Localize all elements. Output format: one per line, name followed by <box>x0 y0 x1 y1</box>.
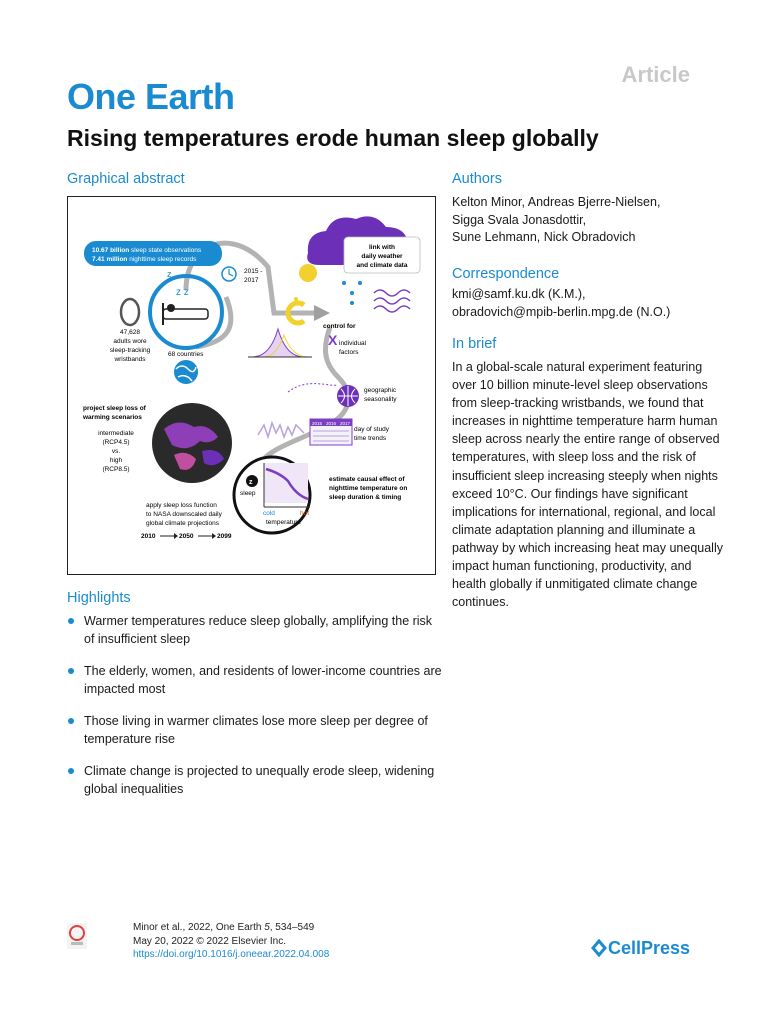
sleeper-head-icon <box>167 304 175 312</box>
graphical-abstract-figure <box>67 196 436 575</box>
wind-icon <box>374 290 410 312</box>
apply-line-1: apply sleep loss function <box>146 502 217 509</box>
sleep-z-glyph: z <box>249 479 253 486</box>
correspondence-email[interactable]: obradovich@mpib-berlin.mpg.de (N.O.) <box>452 304 671 319</box>
sleep-zz-icon: z z <box>176 287 189 298</box>
day-line-1: day of study <box>354 426 390 433</box>
adults-line-4: wristbands <box>114 356 146 363</box>
high-scenario: (RCP8.5) <box>102 466 130 473</box>
estimate-line-2: nighttime temperature on <box>329 485 408 492</box>
bullet-icon <box>68 768 74 774</box>
timeline-2099: 2099 <box>217 533 232 540</box>
geo-globe-grid-icon <box>338 386 358 406</box>
project-line-2: warming scenarios <box>83 414 142 421</box>
apply-line-3: global climate projections <box>146 520 219 527</box>
highlight-text: Warmer temperatures reduce sleep globally, amplifying the risk of insufficient sleep <box>84 614 433 646</box>
raindrop-icon <box>350 301 354 305</box>
timeline-2010: 2010 <box>141 533 156 540</box>
project-line-1: project sleep loss of <box>83 405 146 412</box>
calendar-year-2017: 2017 <box>339 421 351 426</box>
in-brief-text: In a global-scale natural experiment featuring over 10 billion minute-level sleep observations from sleep-tracking wristbands, we found that increases in nighttime temperature harm human sleep across nearly the entire range of observed temperatures, with sleep loss and the risk of insufficient sleep increasing steeply when nights exceed 10°C. Our findings have significant implications for international, regional, and local climate adaptation planning and illuminate a pathway by which increasing heat may unequally impact human functioning, productivity, and health globally if unmitigated climate change continues. <box>452 360 723 610</box>
person-icon: X <box>328 332 338 348</box>
highlights-heading: Highlights <box>67 590 131 606</box>
link-line-1: link with <box>369 244 395 251</box>
apply-line-2: to NASA downscaled daily <box>146 511 222 518</box>
doi-link[interactable]: https://doi.org/10.1016/j.oneear.2022.04.008 <box>133 949 330 960</box>
authors-heading: Authors <box>452 171 502 187</box>
cold-label: cold <box>263 510 275 517</box>
in-brief-heading: In brief <box>452 336 497 352</box>
wristband-icon <box>121 299 139 325</box>
calendar-year-2016: 2016 <box>325 421 337 426</box>
flow-arrow <box>314 305 330 321</box>
versus-label: vs. <box>111 448 121 455</box>
sun-icon <box>299 264 317 282</box>
observations-line-1: 10.67 billion sleep state observations <box>92 247 202 254</box>
flow-path-loop <box>196 297 231 347</box>
graphical-abstract-heading: Graphical abstract <box>67 171 185 187</box>
raindrop-icon <box>342 281 346 285</box>
article-title: Rising temperatures erode human sleep globally <box>67 125 599 151</box>
sleep-z-icon: z <box>167 269 172 279</box>
highlight-text: The elderly, women, and residents of lower-income countries are impacted most <box>84 664 442 696</box>
publisher-name: CellPress <box>608 938 691 958</box>
bullet-icon <box>68 668 74 674</box>
timeline-2050: 2050 <box>179 533 194 540</box>
adults-line-2: adults wore <box>113 338 147 345</box>
bullet-icon <box>68 718 74 724</box>
citation-block <box>133 921 329 962</box>
authors-line: Kelton Minor, Andreas Bjerre-Nielsen, <box>452 195 661 209</box>
journal-logo: One Earth <box>67 76 235 117</box>
article-type-label: Article <box>621 62 690 87</box>
cellpress-logo <box>590 938 690 959</box>
time-trend-icon <box>258 423 304 437</box>
hot-label: hot <box>300 510 310 517</box>
individual-line-2: factors <box>339 349 359 356</box>
highlights-list <box>67 612 442 812</box>
authors-list <box>452 194 712 247</box>
temperature-axis-label: temperature <box>266 519 302 526</box>
estimate-line-1: estimate causal effect of <box>329 476 405 483</box>
raindrop-icon <box>350 291 354 295</box>
crossmark-icon[interactable] <box>67 923 87 949</box>
highlight-item <box>67 762 442 798</box>
globe-icon <box>174 360 198 384</box>
adults-line-3: sleep-tracking <box>109 347 151 354</box>
highlight-item <box>67 712 442 748</box>
timeline-arrowhead <box>212 533 216 539</box>
years-range-end: 2017 <box>244 277 259 284</box>
raindrop-icon <box>358 281 362 285</box>
years-range-start: 2015 - <box>244 268 263 275</box>
sleep-axis-label: sleep <box>240 490 256 497</box>
cellpress-mark-icon <box>590 939 608 957</box>
star-icon <box>294 297 298 301</box>
citation-volume: 5 <box>264 922 270 933</box>
intermediate-scenario: (RCP4.5) <box>102 439 130 446</box>
citation-date: May 20, 2022 © 2022 Elsevier Inc. <box>133 935 287 947</box>
bullet-icon <box>68 618 74 624</box>
highlight-text: Climate change is projected to unequally erode sleep, widening global inequalities <box>84 764 435 796</box>
correspondence-emails <box>452 286 732 321</box>
timeline-arrowhead <box>174 533 178 539</box>
estimate-line-3: sleep duration & timing <box>329 494 402 501</box>
clock-hands-icon <box>229 269 233 276</box>
geo-line-2: seasonality <box>364 396 397 403</box>
day-line-2: time trends <box>354 435 387 442</box>
link-line-3: and climate data <box>356 262 408 269</box>
graphical-abstract-illustration <box>68 197 434 573</box>
control-for-label: control for <box>323 323 356 330</box>
citation-line: Minor et al., 2022, One Earth 5, 534–549 <box>133 922 315 933</box>
authors-line: Sigga Svala Jonasdottir, <box>452 212 587 227</box>
highlight-text: Those living in warmer climates lose more sleep per degree of temperature rise <box>84 714 428 746</box>
link-line-2: daily weather <box>361 253 403 260</box>
intermediate-label: intermediate <box>98 430 134 437</box>
highlight-item <box>67 662 442 698</box>
geo-line-1: geographic <box>364 387 397 394</box>
highlight-item <box>67 612 442 648</box>
observations-line-2: 7.41 million nighttime sleep records <box>92 256 197 263</box>
correspondence-email[interactable]: kmi@samf.ku.dk (K.M.), <box>452 287 586 301</box>
correspondence-heading: Correspondence <box>452 266 560 282</box>
countries-label: 68 countries <box>168 351 204 358</box>
authors-line: Sune Lehmann, Nick Obradovich <box>452 230 636 244</box>
high-label: high <box>109 457 123 464</box>
adults-count: 47,628 <box>120 329 140 336</box>
seasonality-curve <box>288 384 338 392</box>
calendar-year-2015: 2015 <box>311 421 323 426</box>
individual-line-1: individual <box>339 340 367 347</box>
